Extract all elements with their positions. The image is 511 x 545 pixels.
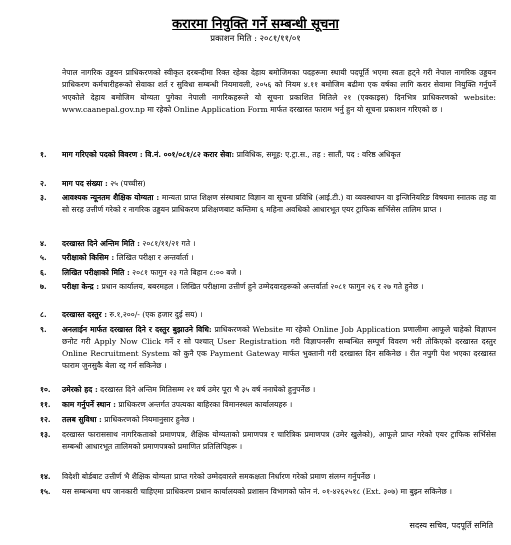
item-number: ५. <box>40 253 47 262</box>
item-text: दरखास्त दिने अन्तिम मितिसम्म २१ वर्ष उमेर पूरा भै ३५ वर्ष ननाघेको हुनुपर्नेछ । <box>97 385 316 394</box>
item-text: प्रधान कार्यालय, बबरमहल । लिखित परीक्षामा उत्तीर्ण हुने उम्मेदवारहरूको अन्तर्वार्ता २०८१ फागुन २६ र २७ गते हुनेछ । <box>99 282 424 291</box>
item-label: उमेरको हद : <box>62 385 98 394</box>
list-item <box>40 429 496 453</box>
item-number: १. <box>40 150 47 159</box>
item-text: २०८१/११/२१ गते । <box>139 239 196 248</box>
item-number: १३. <box>40 430 51 439</box>
intro-paragraph: नेपाल नागरिक उड्डयन प्राधिकरणको स्वीकृत दरबन्दीमा रिक्त रहेका देहाय बमोजिमका पदहरूमा स्थायी पदपूर्ति भएमा स्वतः हट्ने गरी नेपाल नागरिक उड्डयन प्राधिकरण कर्मचारीहरूको सेवाका शर्त र सुविधा सम्बन्धी नियमावली, २०५६ को नियम ४.११ बमोजिम बढीमा एक वर्षका लागि करार सेवामा नियुक्ति गर्नुपर्ने भएकोले देहाय बमोजिम योग्यता पुगेका नेपाली नागरिकहरूले यो सूचना प्रकाशित मितिले २१ (एक्काइस) दिनभित्र प्राधिकरणको website: www.caanepal.gov.np मा रहेको Online Application Form मार्फत दरखास्त फाराम भर्नु हुन यो सूचना प्रकाशन गरिएको छ । <box>62 68 496 115</box>
item-number: ११. <box>40 400 51 409</box>
item-label: आवश्यक न्यूनतम शैक्षिक योग्यता : <box>62 193 160 202</box>
item-number: १०. <box>40 385 51 394</box>
page-title <box>0 14 511 32</box>
item-number: १४. <box>40 472 51 481</box>
list-item <box>40 281 496 293</box>
item-label: माग पद संख्या : <box>62 179 108 188</box>
list-item <box>40 267 496 279</box>
item-label: काम गर्नुपर्ने स्थान : <box>62 400 116 409</box>
list-item <box>40 192 496 216</box>
list-item <box>40 414 496 426</box>
list-item <box>40 252 496 264</box>
list-item <box>40 238 496 250</box>
item-text: प्राधिकरणको Website मा रहेको Online Job Application प्रणालीमा आफूले चाहेको विज्ञापन छनोट गरी Apply Now Click गर्ने र सो पश्चात् User Registration गरी विज्ञापनसँग सम्बन्धित सम्पूर्ण विवरण भरी तोकिएको दरखास्त दस्तुर Online Recruitment System को कुनै एक Payment Gateway मार्फत भुक्तानी गरी दरखास्त दिन सकिनेछ । रीत नपुगी पेश भएका दरखास्त फाराम जुनसुकै बेला रद्द गर्न सकिनेछ । <box>62 325 496 370</box>
item-number: ४. <box>40 239 47 248</box>
list-item <box>40 324 496 372</box>
list-item <box>40 178 496 190</box>
item-label: परीक्षाको किसिम : <box>62 253 115 262</box>
item-number: ८. <box>40 310 47 319</box>
list-item <box>40 471 496 483</box>
list-item <box>40 384 496 396</box>
item-text: यस सम्बन्धमा थप जानकारी चाहिएमा प्राधिकरण प्रधान कार्यालयको प्रशासन विभागको फोन नं. ०१-४२६२५१८ (Ext. ३०७) मा बुझ्न सकिनेछ । <box>62 487 452 496</box>
item-number: ७. <box>40 282 47 291</box>
item-text: लिखित परीक्षा र अन्तर्वार्ता । <box>114 253 194 262</box>
item-label: दरखास्त दस्तुर : <box>62 310 108 319</box>
publish-date: प्रकाशन मिति : २०८१/११/०१ <box>210 34 301 44</box>
item-number: १२. <box>40 415 51 424</box>
item-number: ९. <box>40 325 47 334</box>
signature-line: सदस्य सचिव, पदपूर्ति समिति <box>409 521 493 530</box>
item-label: परीक्षा केन्द्र : <box>62 282 100 291</box>
list-item <box>40 486 496 498</box>
item-label: तलब सुविधा : <box>62 415 102 424</box>
item-number: १५. <box>40 487 51 496</box>
item-text: प्राधिकरण अन्तर्गत उपत्यका बाहिरका विमानस्थल कार्यालयहरु । <box>115 400 293 409</box>
item-label: लिखित परीक्षाको मिति : <box>62 268 130 277</box>
item-text: प्राविधिक, समूह: ए.ट्रा.स., तह : सातौं, पद : वरिष्ठ अधिकृत <box>234 150 401 159</box>
item-number: २. <box>40 179 47 188</box>
item-text: २०८१ फागुन २३ गते बिहान ८:०० बजे । <box>129 268 242 277</box>
title-text: करारमा नियुक्ति गर्ने सम्बन्धी सूचना <box>172 17 339 32</box>
item-label: माग गरिएको पदको विवरण : वि.नं. ००१/०८१/८२ करार सेवा: <box>62 150 235 159</box>
item-label: अनलाईन मार्फत दरखास्त दिने र दस्तुर बुझाउने विधि: <box>62 325 212 334</box>
item-text: रु.१,२००/- (एक हजार दुई सय) । <box>107 310 203 319</box>
item-text: मान्यता प्राप्त शिक्षण संस्थाबाट विज्ञान वा सूचना प्रविधि (आई.टी.) वा व्यवस्थापन वा इन्जिनियरिङ विषयमा स्नातक तह वा सो सरह उत्तीर्ण गरेको र नागरिक उड्डयन प्राधिकरण प्रशिक्षणबाट कम्तिमा ६ महिना अवधिको आधारभूत एयर ट्राफिक सर्भिसेस तालिम प्राप्त । <box>62 193 496 214</box>
list-item <box>40 309 496 321</box>
item-text: विदेशी बोर्डबाट उत्तीर्ण भै शैक्षिक योग्यता प्राप्त गरेको उम्मेदवारले समकक्षता निर्धारण गरेको प्रमाण संलग्न गर्नुपर्नेछ । <box>62 472 376 481</box>
item-number: ३. <box>40 193 47 202</box>
item-text: प्राधिकरणको नियमानुसार हुनेछ । <box>101 415 195 424</box>
item-text: २५ (पच्चीस) <box>107 179 146 188</box>
item-number: ६. <box>40 268 47 277</box>
item-text: दरखास्त फाराससाथ नागरिकताको प्रमाणपत्र, शैक्षिक योग्यताको प्रमाणपत्र र चारित्रिक प्रमाणपत्र (उमेर खुलेको), आफूले प्राप्त गरेको एयर ट्राफिक सर्भिसेस सम्बन्धी आधारभूत तालिमको प्रमाणपत्रको प्रमाणित प्रतिलिपिहरू । <box>62 430 496 451</box>
list-item <box>40 149 496 161</box>
list-item <box>40 399 496 411</box>
item-label: दरखास्त दिने अन्तिम मिति : <box>62 239 140 248</box>
